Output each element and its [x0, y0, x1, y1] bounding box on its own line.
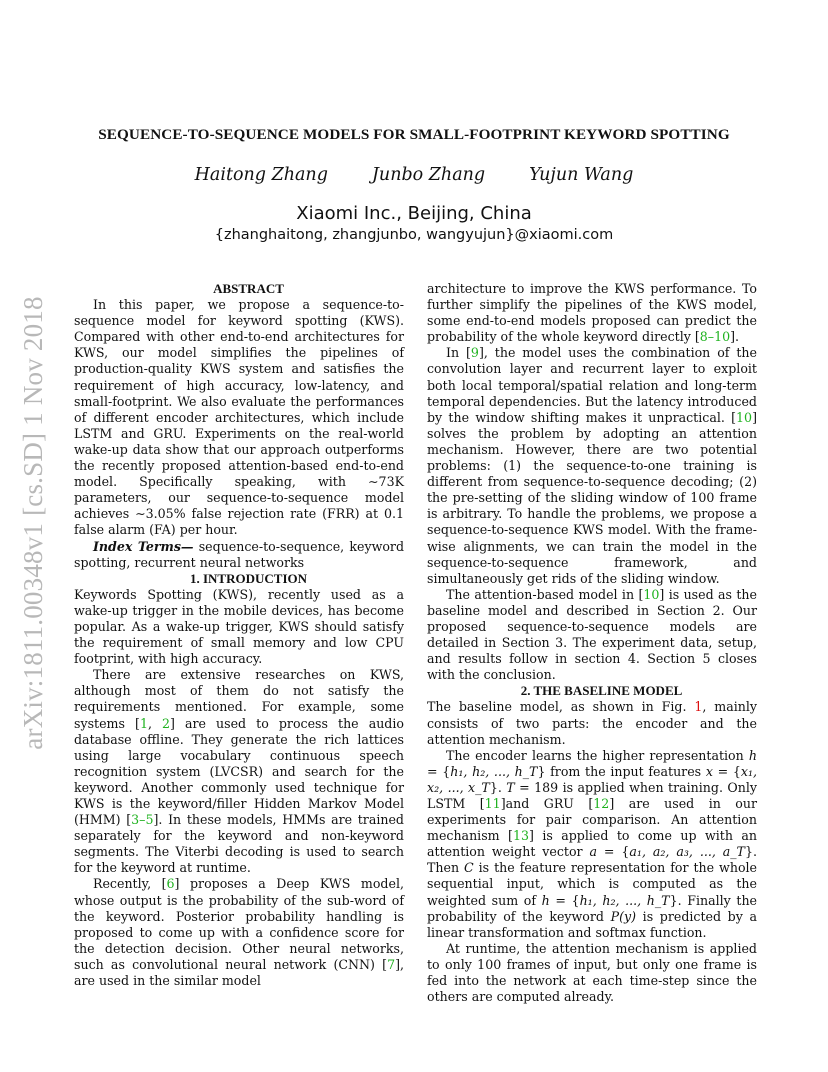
body-paragraph: The attention-based model in [10] is used as the baseline model and described in Section 2. Our proposed sequence-to-sequence models are detailed in Section 3. The experiment data, setup, and results follow in section 4. Section 5 closes with the conclusion. [427, 586, 757, 683]
right-column [427, 281, 757, 1005]
citation-link[interactable]: 13 [512, 828, 529, 844]
citation-link[interactable]: 7 [387, 956, 396, 972]
abstract-body: In this paper, we propose a sequence-to-sequence model for keyword spotting (KWS). Compared with other end-to-end architectures for KWS, our model simplifies the pipelines of production-quality KWS system and satisfies the requirement of high accuracy, low-latency, and small-footprint. We also evaluate the performances of different encoder architectures, which include LSTM and GRU. Experiments on the real-world wake-up data show that our approach outperforms the recently proposed attention-based end-to-end model. Specifically speaking, with ∼73K parameters, our sequence-to-sequence model achieves ∼3.05% false rejection rate (FRR) at 0.1 false alarm (FA) per hour. [74, 297, 404, 538]
arxiv-identifier: arXiv:1811.00348v1 [cs.SD] 1 Nov 2018 [18, 296, 48, 750]
figure-link[interactable]: 1 [694, 699, 703, 715]
intro-heading: 1. INTRODUCTION [189, 570, 307, 586]
left-column [74, 281, 404, 989]
author-list [140, 165, 688, 185]
citation-link[interactable]: 11 [484, 796, 501, 811]
intro-paragraph: Recently, [6] proposes a Deep KWS model, whose output is the probability of the sub-word of the keyword. Posterior probability handling is proposed to come up with a confidence score for the detection decision. Other neural networks, such as convolutional neural network (CNN) [7], are used in the similar model [74, 876, 404, 989]
author-name: Junbo Zhang [371, 165, 486, 185]
citation-link[interactable]: 1 [139, 715, 148, 731]
index-terms [74, 539, 404, 571]
baseline-paragraph: The encoder learns the higher representation h = {h₁, h₂, ..., h_T} from the input features x = {x₁, x₂, ..., x_T}. T = 189 is applied when training. Only LSTM [11]and GRU [12] are used in our experiments for pair comparison. An attention mechanism [13] is applied to come up with an attention weight vector a = {a₁, a₂, a₃, ..., a_T}. Then C is the feature representation for the whole sequential input, which is computed as the weighted sum of h = {h₁, h₂, ..., h_T}. Finally the probability of the keyword P(y) is predicted by a linear transformation and softmax function. [427, 747, 758, 940]
author-name: Haitong Zhang [194, 165, 328, 185]
index-terms-label: Index Terms— [93, 538, 194, 554]
index-terms-text: sequence-to-sequence, keyword spotting, recurrent neural networks [74, 538, 405, 570]
citation-link[interactable]: 10 [643, 586, 660, 602]
baseline-paragraph: The baseline model, as shown in Fig. 1, mainly consists of two parts: the encoder and the attention mechanism. [427, 699, 757, 747]
citation-link[interactable]: 9 [470, 345, 479, 361]
author-emails: {zhanghaitong, zhangjunbo, wangyujun}@xiaomi.com [214, 227, 614, 243]
affiliation: Xiaomi Inc., Beijing, China [296, 203, 532, 224]
intro-paragraph: Keywords Spotting (KWS), recently used as a wake-up trigger in the mobile devices, has become popular. As a wake-up trigger, KWS should satisfy the requirement of small memory and low CPU footprint, with high accuracy. [74, 586, 404, 667]
intro-paragraph: There are extensive researches on KWS, although most of them do not satisfy the requirements mentioned. For example, some systems [1, 2] are used to process the audio database offline. They generate the rich lattices using large vocabulary continuous speech recognition system (LVCSR) and search for the keyword. Another commonly used technique for KWS is the keyword/filler Hidden Markov Model (HMM) [3–5]. In these models, HMMs are trained separately for the keyword and non-keyword segments. The Viterbi decoding is used to search for the keyword at runtime. [74, 667, 404, 876]
citation-link[interactable]: 10 [736, 409, 753, 425]
paper-title: SEQUENCE-TO-SEQUENCE MODELS FOR SMALL-FOOTPRINT KEYWORD SPOTTING [98, 126, 730, 143]
citation-link[interactable]: 8–10 [699, 329, 731, 345]
body-paragraph: architecture to improve the KWS performance. To further simplify the pipelines of the KWS model, some end-to-end models proposed can predict the probability of the whole keyword directly [8–10]. [427, 281, 757, 345]
body-paragraph: In [9], the model uses the combination of the convolution layer and recurrent layer to exploit both local temporal/spatial relation and long-term temporal dependencies. But the latency introduced by the window shifting makes it unpractical. [10] solves the problem by adopting an attention mechanism. However, there are two potential problems: (1) the sequence-to-one training is different from sequence-to-sequence decoding; (2) the pre-setting of the sliding window of 100 frame is arbitrary. To handle the problems, we propose a sequence-to-sequence KWS model. With the frame-wise alignments, we can train the model in the sequence-to-sequence framework, and simultaneously get rids of the sliding window. [427, 345, 757, 586]
baseline-paragraph: At runtime, the attention mechanism is applied to only 100 frames of input, but only one frame is fed into the network at each time-step since the others are computed already. [427, 940, 757, 1005]
citation-link[interactable]: 6 [166, 876, 175, 892]
abstract-heading: ABSTRACT [213, 281, 284, 296]
citation-link[interactable]: 2 [162, 715, 171, 731]
author-name: Yujun Wang [529, 165, 634, 185]
citation-link[interactable]: 3–5 [131, 812, 154, 828]
citation-link[interactable]: 12 [593, 796, 610, 811]
baseline-heading: 2. THE BASELINE MODEL [520, 683, 683, 699]
